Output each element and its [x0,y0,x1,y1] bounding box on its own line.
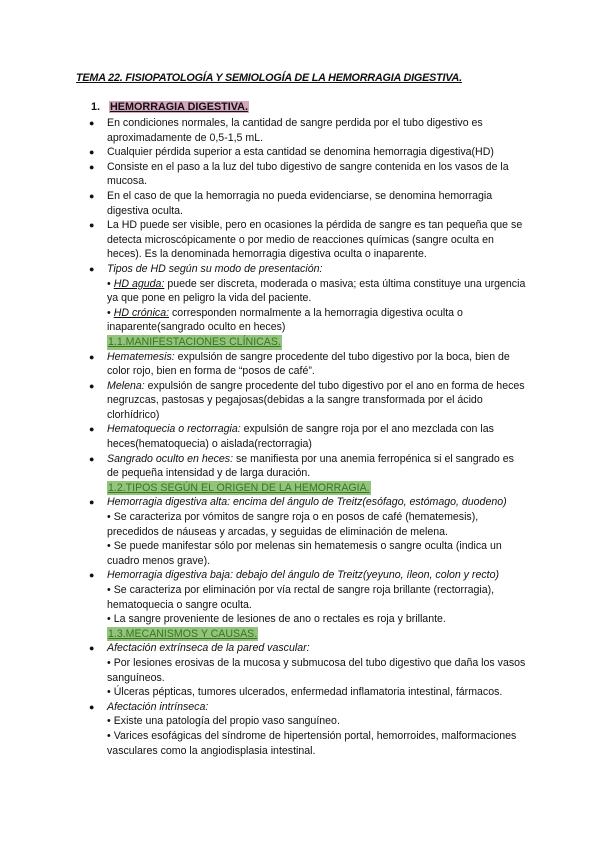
subsection-label: 1.3.MECANISMOS Y CAUSAS. [108,627,258,640]
sub-item [107,583,527,612]
bullet-icon: ● [89,118,95,128]
list-item [89,116,527,145]
term: HD crónica: [113,306,170,319]
document-title: TEMA 22. FISIOPATOLOGÍA Y SEMIOLOGÍA DE LA HEMORRAGIA DIGESTIVA. [76,72,462,84]
sub-item-text: Se caracteriza por eliminación por vía rectal de sangre roja brillante (rectorragia), hematoquecia o sangre oculta. [107,584,495,611]
section-heading-1 [91,101,249,113]
sub-item [107,729,527,758]
list-item-text: Hemorragia digestiva baja: debajo del ángulo de Treitz(yeyuno, íleon, colon y recto) [107,569,499,582]
sub-bullet-icon: • [107,277,111,290]
bullet-icon: ● [89,220,95,231]
bullet-icon: ● [89,161,95,172]
sub-item-text: Úlceras pépticas, tumores ulcerados, enfermedad inflamatoria intestinal, fármacos. [113,686,503,699]
sub-item [107,656,527,685]
sub-item [107,612,527,627]
term: HD aguda: [113,277,165,290]
bullet-icon: ● [89,263,95,274]
bullet-icon: ● [89,147,95,158]
sub-item-text: Existe una patología del propio vaso sanguíneo. [113,715,340,728]
list-item-text: expulsión de sangre roja por el ano mezclada con las heces(hematoquecia) o aislada(rectorragia) [107,423,494,451]
bullet-icon: ● [89,424,95,435]
list-item [89,262,527,277]
term: Hematoquecia o rectorragia: [107,423,241,436]
sub-item-text: Por lesiones erosivas de la mucosa y submucosa del tubo digestivo que daña los vasos sanguíneos. [107,656,526,684]
list-item [89,700,527,715]
bullet-icon: ● [89,190,95,201]
list-item-text: expulsión de sangre procedente del tubo digestivo por la boca, bien de color rojo, bien en forma de “posos de café”. [107,350,510,378]
sub-bullet-icon: • [107,511,111,524]
term: Melena: [107,379,145,392]
term: Hematemesis: [107,350,175,363]
list-item-text: La HD puede ser visible, pero en ocasiones la pérdida de sangre es tan pequeña que se detecta microscópicamente o por medio de reacciones químicas (sangre oculta en heces). Es la denominada hemorragia digestiva oculta o inaparente. [107,219,523,261]
sub-item [107,685,527,700]
sub-item-text: La sangre proveniente de lesiones de ano o rectales es roja y brillante. [113,613,446,626]
list-item-text: Tipos de HD según su modo de presentación: [107,262,323,275]
list-item-text: Afectación extrínseca de la pared vascular: [107,642,310,655]
list-item [89,145,527,160]
list-item [89,160,527,189]
list-item-text: se manifiesta por una anemia ferropénica si el sangrado es de pequeña intensidad y de larga duración. [107,452,514,480]
list-item-text: En condiciones normales, la cantidad de sangre perdida por el tubo digestivo es aproximadamente de 0,5-1,5 mL. [107,117,483,144]
sub-item [107,306,527,335]
list-item [89,218,527,262]
list-item [89,350,527,379]
sub-item [107,714,527,729]
sub-item-text: Se caracteriza por vómitos de sangre roja o en posos de café (hematemesis), precedidos de náuseas y arcadas, y seguidas de eliminación de melena. [107,511,479,538]
bullet-icon: ● [89,351,95,362]
subsection-label: 1.1.MANIFESTACIONES CLÍNICAS. [108,335,281,348]
list-item-text: expulsión de sangre procedente del tubo digestivo por el ano en forma de heces negruzcas, pastosas y pegajosas(debidas a la sangre transformada por el ácido clorhídrico) [107,379,525,421]
list-item [89,641,527,656]
sub-bullet-icon: • [107,656,111,669]
sub-bullet-icon: • [107,613,111,626]
sub-item [107,539,527,568]
subsection-label: 1.2.TIPOS SEGÚN EL ORIGEN DE LA HEMORRAGIA. [108,481,370,494]
bullet-icon: ● [89,453,95,464]
list-item [89,568,527,583]
subsection-heading [107,627,527,642]
sub-bullet-icon: • [107,540,111,553]
section-number: 1. [91,101,101,113]
bullet-icon: ● [89,380,95,391]
list-item-text: En el caso de que la hemorragia no pueda evidenciarse, se denomina hemorragia digestiva oculta. [107,189,493,217]
sub-item-text: Se puede manifestar sólo por melenas sin hematemesis o sangre oculta (indica un cuadro menos grave). [107,540,502,567]
list-item [89,495,527,510]
sub-bullet-icon: • [107,715,111,728]
subsection-heading [107,335,527,350]
bullet-icon: ● [89,701,95,712]
list-item [89,452,527,481]
term: Sangrado oculto en heces: [107,452,234,465]
list-item-text: Afectación intrínseca: [107,700,209,713]
list-item-text: Cualquier pérdida superior a esta cantidad se denomina hemorragia digestiva(HD) [107,146,494,159]
sub-item-text: corresponden normalmente a la hemorragia digestiva oculta o inaparente(sangrado oculto en heces) [107,306,463,334]
sub-bullet-icon: • [107,686,111,699]
list-item [89,189,527,218]
sub-item-text: Varices esofágicas del síndrome de hipertensión portal, hemorroides, malformaciones vasculares como la angiodisplasia intestinal. [107,729,517,757]
sub-item [107,277,527,306]
bullet-icon: ● [89,497,95,508]
sub-item [107,510,527,539]
sub-item-text: puede ser discreta, moderada o masiva; esta última constituye una urgencia ya que pone en peligro la vida del paciente. [107,277,526,305]
section-label: HEMORRAGIA DIGESTIVA. [110,101,248,113]
list-item [89,379,527,423]
sub-bullet-icon: • [107,306,111,319]
subsection-heading [107,481,527,496]
list-item-text: Hemorragia digestiva alta: encima del ángulo de Treitz(esófago, estómago, duodeno) [107,496,507,509]
list-item [89,422,527,451]
bullet-icon: ● [89,570,95,581]
list-item-text: Consiste en el paso a la luz del tubo digestivo de sangre contenida en los vasos de la mucosa. [107,160,509,188]
document-body [89,116,527,758]
sub-bullet-icon: • [107,729,111,742]
sub-bullet-icon: • [107,584,111,596]
bullet-icon: ● [89,643,95,654]
